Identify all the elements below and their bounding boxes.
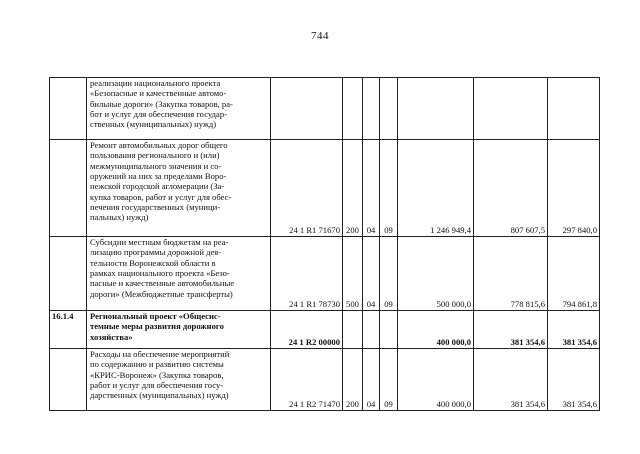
row-sum-2: 381 354,6 [474,349,548,411]
row-description: Субсидии местным бюджетам на реа- лизацию программы дорожной дея- тельности Воронежской области в рамках национального проекта «Безо- пасные и качественные автомобильные дороги» (Межбюджетные трансферты) [87,237,271,311]
row-sum-2: 778 815,6 [474,237,548,311]
row-sum-3: 381 354,6 [548,349,600,411]
row-pr: 09 [380,237,398,311]
row-sum-3 [548,78,600,140]
row-sum-2: 807 607,5 [474,140,548,237]
row-pr [380,311,398,349]
row-code [271,78,343,140]
row-description: Ремонт автомобильных дорог общего пользования регионального и (или) межмуниципального значения и со- оружений на них за пределами Воро- нежской городской агломерации (За- купка товаров, работ и услуг для обес- печения государственных (муници- пальных) нужд) [87,140,271,237]
row-sum-1 [398,78,474,140]
table-row [50,237,600,311]
row-rz [363,78,380,140]
row-code: 24 1 R1 78730 [271,237,343,311]
row-sum-1: 400 000,0 [398,311,474,349]
row-sum-1: 400 000,0 [398,349,474,411]
row-index [50,78,87,140]
row-index: 16.1.4 [50,311,87,349]
row-vr [343,311,363,349]
page-number: 744 [311,30,329,42]
budget-table [49,77,600,411]
row-vr: 200 [343,140,363,237]
row-code: 24 1 R2 71470 [271,349,343,411]
row-description: Региональный проект «Общесис- темные меры развития дорожного хозяйства» [87,311,271,349]
row-pr: 09 [380,349,398,411]
table-row [50,311,600,349]
row-sum-1: 500 000,0 [398,237,474,311]
row-sum-3: 297 840,0 [548,140,600,237]
table-row [50,140,600,237]
row-sum-2: 381 354,6 [474,311,548,349]
row-sum-3: 794 861,8 [548,237,600,311]
row-rz: 04 [363,349,380,411]
row-rz: 04 [363,140,380,237]
row-rz: 04 [363,237,380,311]
row-pr: 09 [380,140,398,237]
row-pr [380,78,398,140]
row-code: 24 1 R2 00000 [271,311,343,349]
row-sum-1: 1 246 949,4 [398,140,474,237]
row-vr: 200 [343,349,363,411]
row-description: реализации национального проекта «Безопасные и качественные автомо- бильные дороги» (Закупка товаров, ра- бот и услуг для обеспечения государ- ственных (муниципальных) нужд) [87,78,271,140]
row-index [50,237,87,311]
table-row [50,78,600,140]
row-sum-2 [474,78,548,140]
row-vr [343,78,363,140]
row-rz [363,311,380,349]
row-index [50,140,87,237]
row-index [50,349,87,411]
row-code: 24 1 R1 71670 [271,140,343,237]
row-sum-3: 381 354,6 [548,311,600,349]
row-description: Расходы на обеспечение мероприятий по содержанию и развитию системы «КРИС-Воронеж» (Закупка товаров, работ и услуг для обеспечения госу- дарственных (муниципальных) нужд) [87,349,271,411]
table-row [50,349,600,411]
row-vr: 500 [343,237,363,311]
